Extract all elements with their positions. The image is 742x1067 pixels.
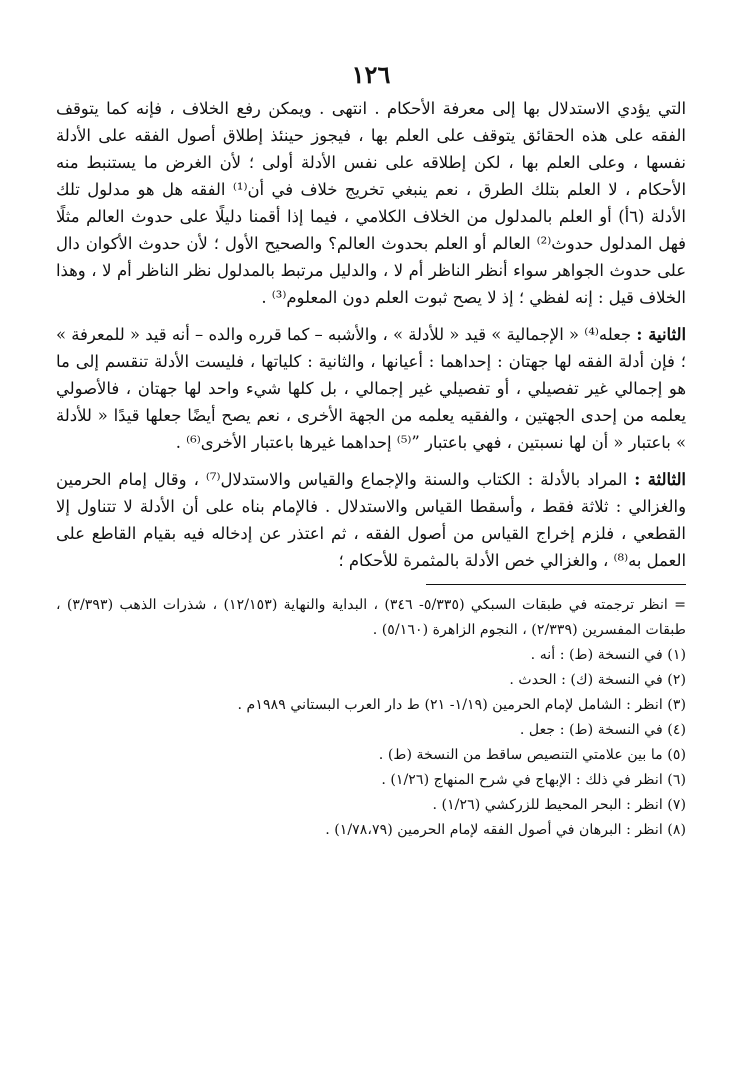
footnotes xyxy=(56,593,686,843)
paragraph-lead: الثالثة : xyxy=(634,470,686,489)
footnote-item: (٦) انظر في ذلك : الإبهاج في شرح المنهاج (١/٢٦) . xyxy=(381,772,686,788)
paragraph xyxy=(56,321,686,456)
main-text xyxy=(56,95,686,574)
footnote-item: (٧) انظر : البحر المحيط للزركشي (١/٢٦) . xyxy=(432,797,686,813)
footnote-item: (١) في النسخة (ط) : أنه . xyxy=(530,647,686,663)
paragraph-text: جعله⁽⁴⁾ « الإجمالية » قيد « للأدلة » ، والأشبه – كما قرره والده – أنه قيد « للمعرفة » ؛ فإن أدلة الفقه لها جهتان : إحداهما : أعيانها ، والثانية : كلياتها ، فليست الأدلة تنقسم إلى ما هو إجمالي غير تفصيلي ، أو تفصيلي غير إجمالي ، بل كلها شيء واحد لها جهتان ، فالأصولي يعلمه من إحدى الجهتين ، والفقيه يعلمه من الجهة الأخرى ، نعم يصح أيضًا جعلها قيدًا « للأدلة » باعتبار « أن لها نسبتين ، فهي باعتبار ”⁽⁵⁾ إحداهما غيرها باعتبار الأخرى⁽⁶⁾ . xyxy=(56,325,686,452)
paragraph-lead: الثانية : xyxy=(636,325,686,344)
footnote-item: (٣) انظر : الشامل لإمام الحرمين (١/١٩- ٢١) ط دار العرب البستاني ١٩٨٩م . xyxy=(237,697,686,713)
footnote-item: (٥) ما بين علامتي التنصيص ساقط من النسخة (ط) . xyxy=(378,747,686,763)
paragraph-text: التي يؤدي الاستدلال بها إلى معرفة الأحكام . انتهى . ويمكن رفع الخلاف ، فإنه كما يتوقف الفقه على هذه الحقائق يتوقف على العلم بها ، فيجوز حينئذ إطلاق أصول الفقه على الأدلة نفسها ، وعلى العلم بها ، لكن إطلاقه على نفس الأدلة أولى ؛ لأن الغرض ما يستنبط منه الأحكام ، لا العلم بتلك الطرق ، نعم ينبغي تخريج خلاف في أن⁽¹⁾ الفقه هل هو مدلول تلك الأدلة (٦أ) أو العلم بالمدلول من الخلاف الكلامي ، فيما إذا أقمنا دليلًا على حدوث العالم مثلًا فهل المدلول حدوث⁽²⁾ العالم أو العلم بحدوث العالم؟ والصحيح الأول ؛ لأن حدوث الأكوان دال على حدوث الجواهر سواء أنظر الناظر أم لا ، والدليل مرتبط بالمدلول نظر الناظر أم لا ، وهذا الخلاف قيل : إنه لفظي ؛ إذ لا يصح ثبوت العلم دون المعلوم⁽³⁾ . xyxy=(56,99,687,307)
footnote-item: = انظر ترجمته في طبقات السبكي (٥/٣٣٥- ٣٤٦) ، البداية والنهاية (١٢/١٥٣) ، شذرات الذهب (٣/٣٩٣) ، طبقات المفسرين (٢/٣٣٩) ، النجوم الزاهرة (٥/١٦٠) . xyxy=(56,597,687,638)
page-number: ١٢٦ xyxy=(351,60,391,89)
paragraph-text: المراد بالأدلة : الكتاب والسنة والإجماع والقياس والاستدلال⁽⁷⁾ ، وقال إمام الحرمين والغزالي : ثلاثة فقط ، وأسقطا القياس والاستدلال . فالإمام بناه على أن الأدلة لا تتناول إلا القطعي ، فلزم إخراج القياس من أصول الفقه ، ثم اعتذر عن إدخاله فيه بقيام القاطع على العمل به⁽⁸⁾ ، والغزالي خص الأدلة بالمثمرة للأحكام ؛ xyxy=(56,470,686,570)
paragraph xyxy=(56,95,686,311)
footnote-divider xyxy=(426,584,686,585)
footnote-item: (٨) انظر : البرهان في أصول الفقه لإمام الحرمين (١/٧٨،٧٩) . xyxy=(325,822,686,838)
footnote-item: (٢) في النسخة (ك) : الحدث . xyxy=(509,672,686,688)
paragraph xyxy=(56,466,686,574)
footnote-item: (٤) في النسخة (ط) : جعل . xyxy=(519,722,686,738)
